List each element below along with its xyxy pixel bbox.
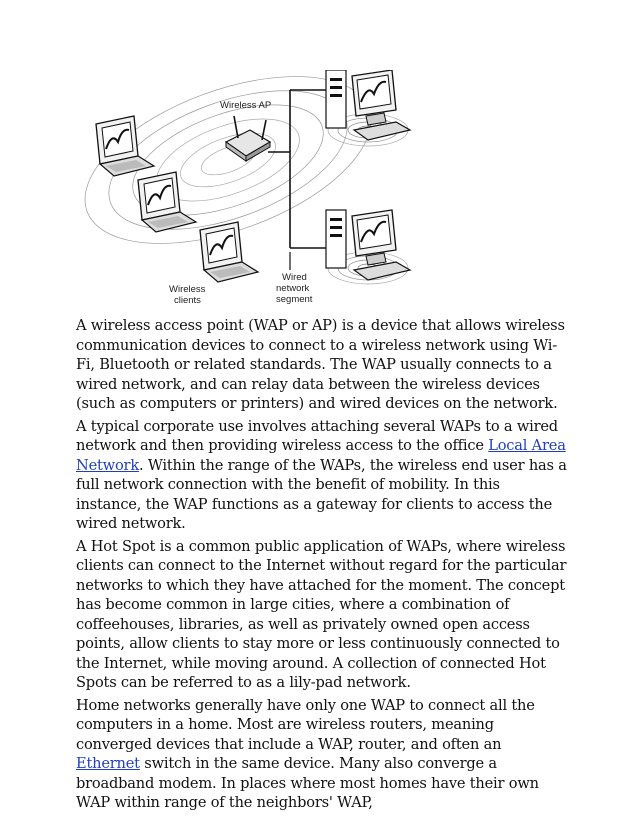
label-wired-segment-line1: Wired [282,272,307,283]
paragraph-home-networks-end: switch in the same device. Many also converge a broadband modem. In places where most homes have their own WAP within range of the neighbors' WAP, [76,755,539,811]
wired-desktop-icon-2 [326,210,410,280]
label-wired-segment-line2: network [276,283,310,294]
paragraph-home-networks-start: Home networks generally have only one WAP to connect all the computers in a home. Most are wireless routers, meaning converged devices that include a WAP, router, and often an [76,696,535,753]
article-body [76,316,568,816]
paragraph-home-networks [76,696,568,813]
wired-network-cables [268,90,330,270]
wireless-laptop-icon-2 [138,172,196,232]
local-area-network-link[interactable]: Local Area Network [76,437,566,474]
paragraph-hot-spot: A Hot Spot is a common public application of WAPs, where wireless clients can connect to the Internet without regard for the particular networks to which they have attached for the moment. The concept has become common in large cities, where a combination of coffeehouses, libraries, as well as privately owned open access points, allow clients to stay more or less continuously connected to the Internet, while moving around. A collection of connected Hot Spots can be referred to as a lily-pad network. [76,537,567,691]
label-wireless-ap: Wireless AP [220,100,272,111]
label-wireless-clients-line1: Wireless [169,284,206,295]
wired-desktop-icon-1 [326,70,410,140]
ethernet-link[interactable]: Ethernet [76,755,140,772]
paragraph-corporate-use [76,417,568,534]
wireless-laptop-icon-1 [96,116,154,176]
wireless-laptop-icon-3 [200,222,258,282]
paragraph-corporate-use-end: . Within the range of the WAPs, the wireless end user has a full network connection with the benefit of mobility. In this instance, the WAP functions as a gateway for clients to access the wired network. [76,456,567,532]
label-wireless-clients-line2: clients [174,295,201,306]
label-wired-segment-line3: segment [276,294,313,305]
paragraph-corporate-use-start: A typical corporate use involves attaching several WAPs to a wired network and then providing wireless access to the office [76,417,558,454]
wireless-network-diagram [68,70,538,320]
paragraph-wap-definition: A wireless access point (WAP or AP) is a device that allows wireless communication devices to connect to a wireless network using Wi-Fi, Bluetooth or related standards. The WAP usually connects to a wired network, and can relay data between the wireless devices (such as computers or printers) and wired devices on the network. [76,317,565,412]
